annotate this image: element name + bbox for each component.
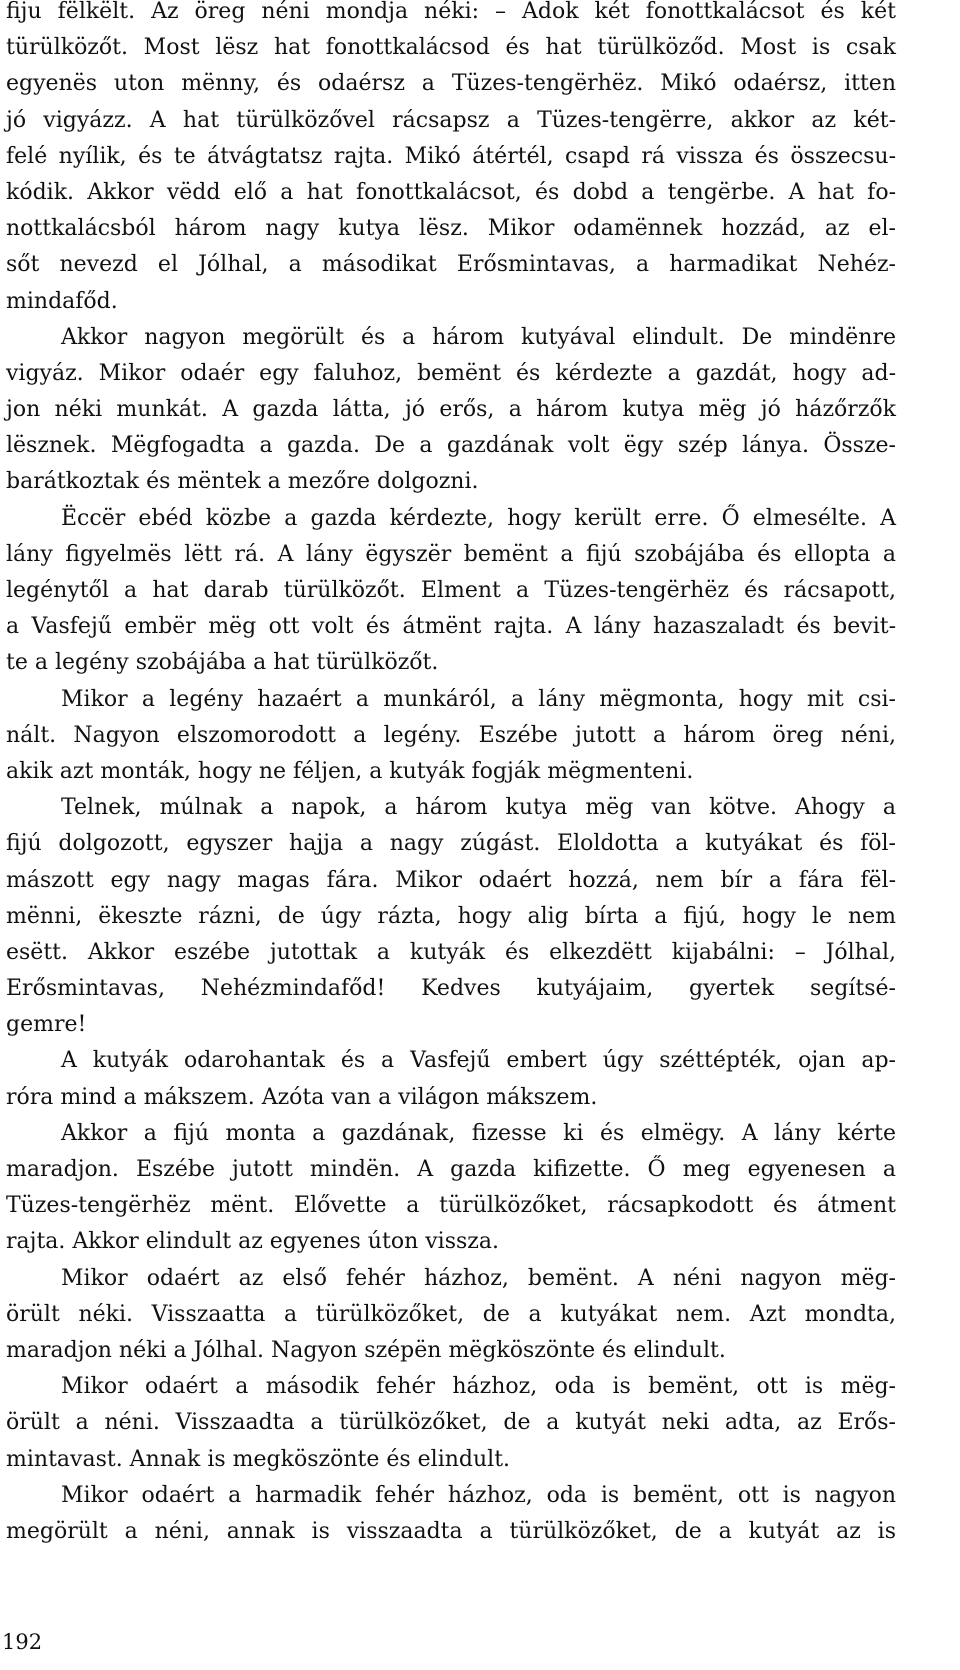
text-line: vigyáz. Mikor odaér egy faluhoz, bemënt és kérdezte a gazdát, hogy ad- [6, 360, 896, 386]
paragraph-first-line: Mikor odaért a harmadik fehér házhoz, oda is bemënt, ott is nagyon [61, 1482, 896, 1508]
text-line: jó vigyázz. A hat türülközővel rácsapsz a Tüzes-tengërre, akkor az két- [6, 107, 896, 133]
text-line: lësznek. Mëgfogadta a gazda. De a gazdának volt ëgy szép lánya. Össze- [6, 433, 896, 459]
text-line: Tüzes-tengërhëz mënt. Elővette a türülközőket, rácsapkodott és átment [6, 1193, 896, 1219]
text-line: sőt nevezd el Jólhal, a másodikat Erősmintavas, a harmadikat Nehéz- [6, 252, 896, 278]
text-line: mindafőd. [6, 288, 118, 314]
text-line: maradjon. Eszébe jutott mindën. A gazda kifizette. Ő meg egyenesen a [6, 1157, 896, 1182]
text-line: a Vasfejű embër mëg ott volt és átmënt rajta. A lány hazaszaladt és bevit- [6, 614, 896, 640]
text-line: rajta. Akkor elindult az egyenes úton vissza. [6, 1229, 499, 1255]
text-line: felé nyílik, és te átvágtatsz rajta. Mikó átértél, csapd rá vissza és összecsu- [6, 143, 896, 169]
text-line: legénytől a hat darab türülközőt. Elment a Tüzes-tengërhëz és rácsapott, [6, 578, 896, 603]
text-line: nált. Nagyon elszomorodott a legény. Eszébe jutott a három öreg néni, [6, 722, 896, 748]
paragraph-first-line: A kutyák odarohantak és a Vasfejű embert úgy széttépték, ojan ap- [61, 1048, 896, 1074]
paragraph-first-line: Ëccër ebéd közbe a gazda kérdezte, hogy került erre. Ő elmesélte. A [61, 505, 896, 531]
text-line: jon néki munkát. A gazda látta, jó erős, a három kutya mëg jó házőrzők [6, 397, 896, 423]
text-line: fijú dolgozott, egyszer hajja a nagy zúgást. Eloldotta a kutyákat és föl- [6, 831, 896, 857]
text-line: gemre! [6, 1012, 87, 1038]
text-line: nottkalácsból három nagy kutya lësz. Mikor odamënnek hozzád, az el- [6, 216, 896, 242]
text-line: barátkoztak és mëntek a mezőre dolgozni. [6, 469, 479, 495]
text-line: kódik. Akkor vëdd elő a hat fonottkalácsot, és dobd a tengërbe. A hat fo- [6, 179, 896, 205]
text-line: róra mind a mákszem. Azóta van a világon mákszem. [6, 1084, 598, 1110]
paragraph-first-line: Akkor a fijú monta a gazdának, fizesse ki és elmëgy. A lány kérte [61, 1120, 896, 1146]
text-line: maradjon néki a Jólhal. Nagyon szépën mëgköszönte és elindult. [6, 1337, 726, 1363]
text-line: fiju fëlkëlt. Az öreg néni mondja néki: – Adok két fonottkalácsot és két [6, 0, 896, 24]
text-line: egyenës uton mënny, és odaérsz a Tüzes-tengërhëz. Mikó odaérsz, itten [6, 71, 896, 97]
paragraph-first-line: Akkor nagyon megörült és a három kutyával elindult. De mindënre [61, 324, 896, 350]
text-line: örült néki. Visszaatta a türülközőket, de a kutyákat nem. Azt mondta, [6, 1301, 896, 1327]
text-line: mászott egy nagy magas fára. Mikor odaért hozzá, nem bír a fára fël- [6, 867, 896, 893]
text-line: Erősmintavas, Nehézmindafőd! Kedves kutyájaim, gyertek segítsé- [6, 976, 896, 1002]
text-line: esëtt. Akkor eszébe jutottak a kutyák és elkezdëtt kijabálni: – Jólhal, [6, 939, 896, 965]
paragraph-first-line: Mikor odaért az első fehér házhoz, bemënt. A néni nagyon mëg- [61, 1265, 896, 1291]
text-line: te a legény szobájába a hat türülközőt. [6, 650, 439, 676]
paragraph-first-line: Mikor a legény hazaért a munkáról, a lány mëgmonta, hogy mit csi- [61, 686, 896, 712]
text-line: megörült a néni, annak is visszaadta a türülközőket, de a kutyát az is [6, 1518, 896, 1544]
text-line: lány figyelmës lëtt rá. A lány ëgyszër bemënt a fijú szobájába és ellopta a [6, 541, 896, 567]
text-line: mintavast. Annak is megköszönte és elindult. [6, 1446, 511, 1472]
text-line: akik azt monták, hogy ne féljen, a kutyák fogják mëgmenteni. [6, 758, 694, 784]
page-number: 192 [2, 1630, 43, 1654]
paragraph-first-line: Telnek, múlnak a napok, a három kutya mëg van kötve. Ahogy a [61, 795, 896, 821]
text-line: türülközőt. Most lësz hat fonottkalácsod és hat türülköződ. Most is csak [6, 35, 896, 61]
text-line: örült a néni. Visszaadta a türülközőket, de a kutyát neki adta, az Erős- [6, 1410, 896, 1436]
body-text [6, 0, 896, 1550]
paragraph-first-line: Mikor odaért a második fehér házhoz, oda is bemënt, ott is mëg- [61, 1374, 896, 1400]
text-line: mënni, ëkeszte rázni, de úgy rázta, hogy alig bírta a fijú, hogy le nem [6, 903, 896, 929]
